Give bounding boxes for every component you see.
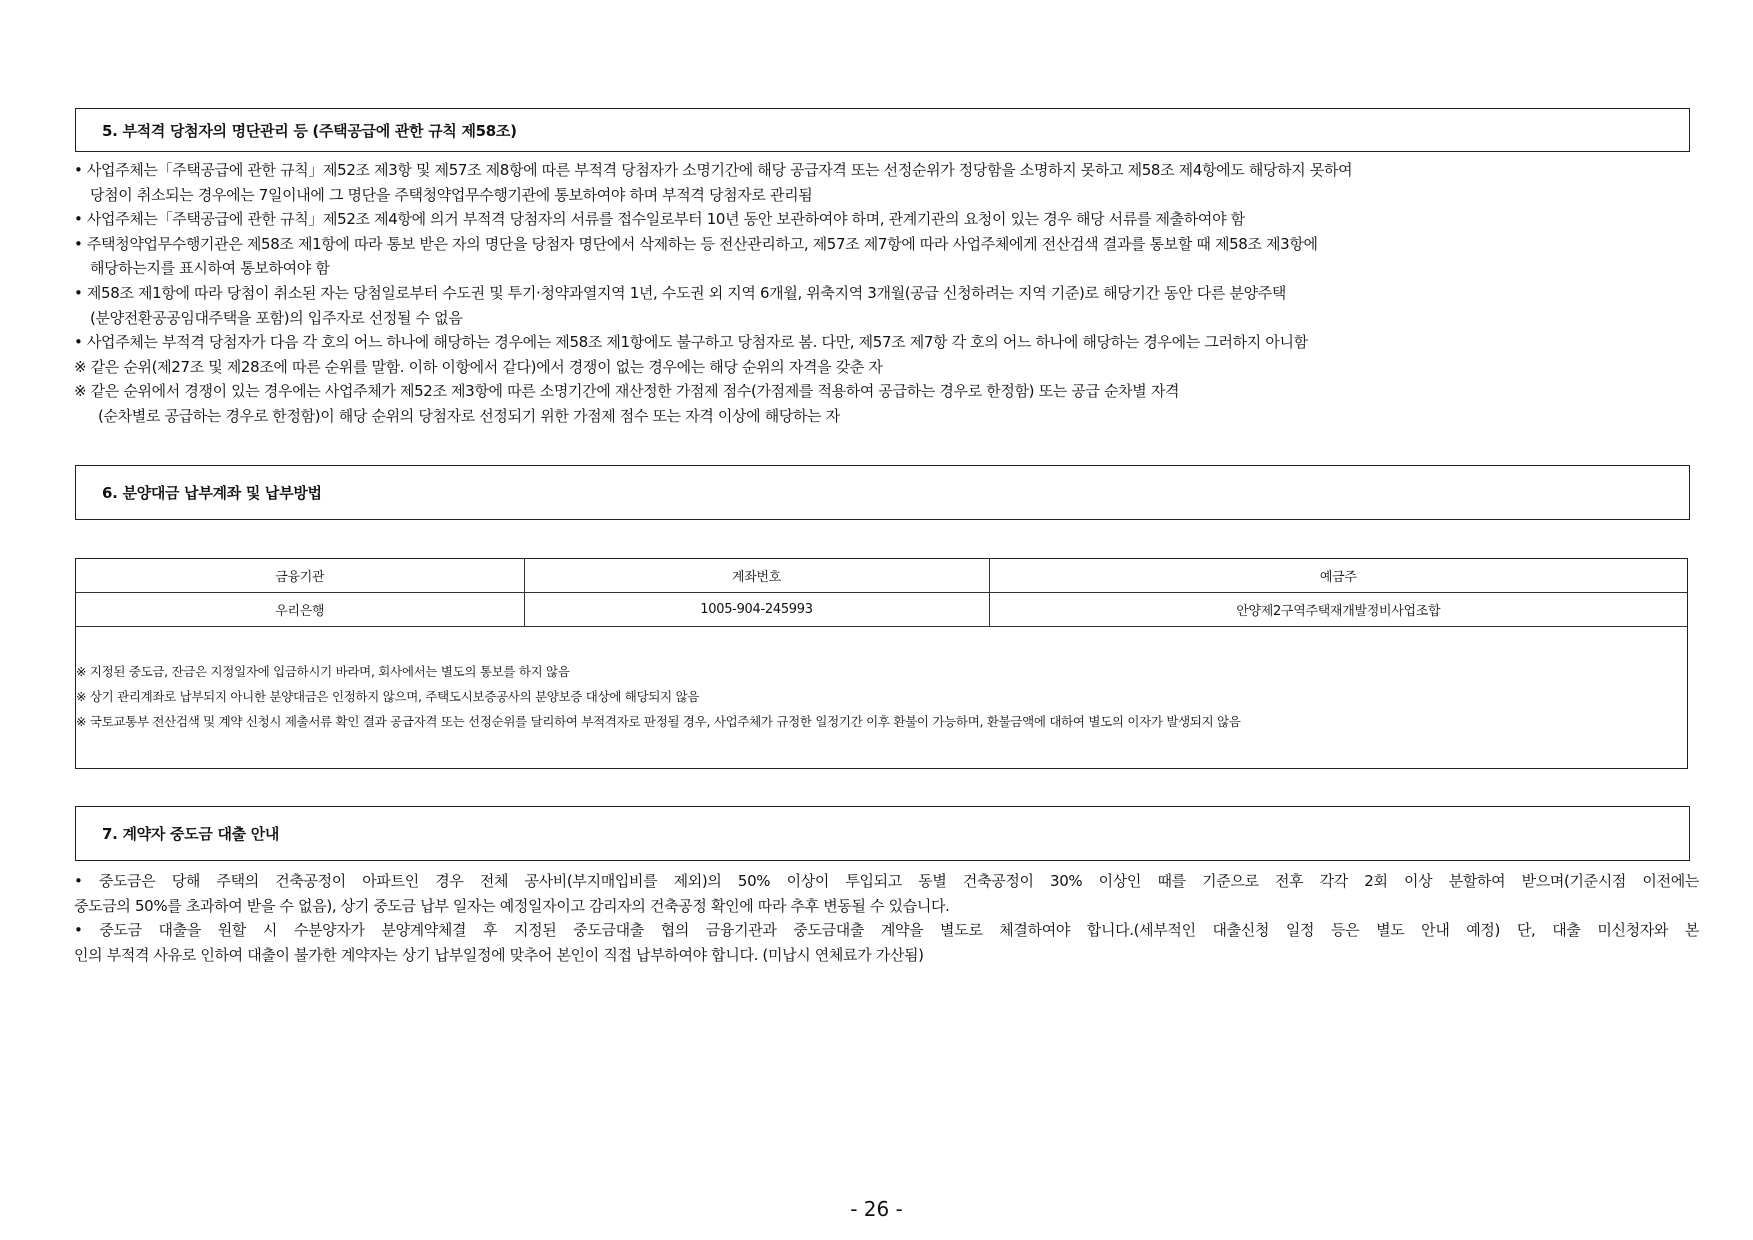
section-7-body — [74, 869, 1699, 967]
payment-account-table — [75, 558, 1688, 769]
paragraph-line: • 주택청약업무수행기관은 제58조 제1항에 따라 통보 받은 자의 명단을 당첨자 명단에서 삭제하는 등 전산관리하고, 제57조 제7항에 따라 사업주체에게 전산검색 결과를 통보할 때 제58조 제3항에 — [74, 234, 1318, 253]
cell-account-number: 1005-904-245993 — [524, 593, 989, 627]
table-row — [76, 593, 1687, 627]
note-line: ※ 같은 순위에서 경쟁이 있는 경우에는 사업주체가 제52조 제3항에 따른 소명기간에 재산정한 가점제 점수(가점제를 적용하여 공급하는 경우로 한정함) 또는 공급 순차별 자격 — [74, 382, 1180, 401]
note-line: ※ 지정된 중도금, 잔금은 지정일자에 입금하시기 바라며, 회사에서는 별도의 통보를 하지 않음 — [76, 664, 570, 679]
note-line: (순차별로 공급하는 경우로 한정함)이 해당 순위의 당첨자로 선정되기 위한 가점제 점수 또는 자격 이상에 해당하는 자 — [98, 406, 840, 425]
paragraph-line: • 중도금 대출을 원할 시 수분양자가 분양계약체결 후 지정된 중도금대출 협의 금융기관과 중도금대출 계약을 별도로 체결하여야 합니다.(세부적인 대출신청 일정 등은 별도 안내 예정) 단, 대출 미신청자와 본 — [74, 921, 1699, 940]
cell-account-holder: 안양제2구역주택재개발정비사업조합 — [989, 593, 1687, 627]
paragraph-line: • 사업주체는「주택공급에 관한 규칙」제52조 제3항 및 제57조 제8항에 따른 부적격 당첨자가 소명기간에 해당 공급자격 또는 선정순위가 정당함을 소명하지 못하고 제58조 제4항에도 해당하지 못하여 — [74, 161, 1353, 179]
note-line: ※ 상기 관리계좌로 납부되지 아니한 분양대금은 인정하지 않으며, 주택도시보증공사의 분양보증 대상에 해당되지 않음 — [76, 689, 700, 704]
paragraph-line: 당첨이 취소되는 경우에는 7일이내에 그 명단을 주택청약업무수행기관에 통보하여야 하며 부적격 당첨자로 관리됨 — [90, 185, 813, 204]
header-bank: 금융기관 — [76, 559, 524, 593]
paragraph-line: • 제58조 제1항에 따라 당첨이 취소된 자는 당첨일로부터 수도권 및 투기·청약과열지역 1년, 수도권 외 지역 6개월, 위축지역 3개월(공급 신청하려는 지역 기준)로 해당기간 동안 다른 분양주택 — [74, 283, 1287, 302]
paragraph-line: • 사업주체는「주택공급에 관한 규칙」제52조 제4항에 의거 부적격 당첨자의 서류를 접수일로부터 10년 동안 보관하여야 하며, 관계기관의 요청이 있는 경우 해당 서류를 제출하여야 함 — [74, 210, 1245, 229]
paragraph-line: 인의 부적격 사유로 인하여 대출이 불가한 계약자는 상기 납부일정에 맞추어 본인이 직접 납부하여야 합니다. (미납시 연체료가 가산됨) — [74, 945, 924, 964]
section-6-header — [75, 465, 1690, 520]
table-header-row — [76, 559, 1687, 593]
section-6-title: 6. 분양대금 납부계좌 및 납부방법 — [102, 484, 322, 502]
section-5-header — [75, 108, 1690, 152]
note-line: ※ 국토교통부 전산검색 및 계약 신청시 제출서류 확인 결과 공급자격 또는 선정순위를 달리하여 부적격자로 판정될 경우, 사업주체가 규정한 일정기간 이후 환불이 가능하며, 환불금액에 대하여 별도의 이자가 발생되지 않음 — [76, 714, 1241, 729]
page-number: - 26 - — [850, 1197, 903, 1221]
paragraph-line: 해당하는지를 표시하여 통보하여야 함 — [90, 259, 330, 278]
paragraph-line: (분양전환공공임대주택을 포함)의 입주자로 선정될 수 없음 — [90, 308, 463, 327]
table-notes — [76, 659, 1241, 734]
header-account-holder: 예금주 — [989, 559, 1687, 593]
paragraph-line: • 중도금은 당해 주택의 건축공정이 아파트인 경우 전체 공사비(부지매입비를 제외)의 50% 이상이 투입되고 동별 건축공정이 30% 이상인 때를 기준으로 전후 각각 2회 이상 분할하여 받으며(기준시점 이전에는 — [74, 872, 1699, 890]
note-line: ※ 같은 순위(제27조 및 제28조에 따른 순위를 말함. 이하 이항에서 같다)에서 경쟁이 없는 경우에는 해당 순위의 자격을 갖춘 자 — [74, 357, 883, 376]
section-7-title: 7. 계약자 중도금 대출 안내 — [102, 825, 280, 843]
paragraph-line: • 사업주체는 부적격 당첨자가 다음 각 호의 어느 하나에 해당하는 경우에는 제58조 제1항에도 불구하고 당첨자로 봄. 다만, 제57조 제7항 각 호의 어느 하나에 해당하는 경우에는 그러하지 아니함 — [74, 333, 1308, 352]
section-7-header — [75, 806, 1690, 861]
cell-bank: 우리은행 — [76, 593, 524, 627]
section-5-title: 5. 부적격 당첨자의 명단관리 등 (주택공급에 관한 규칙 제58조) — [102, 122, 517, 140]
paragraph-line: 중도금의 50%를 초과하여 받을 수 없음), 상기 중도금 납부 일자는 예정일자이고 감리자의 건축공정 확인에 따라 추후 변동될 수 있습니다. — [74, 896, 950, 915]
section-5-body — [74, 158, 1704, 429]
header-account-number: 계좌번호 — [524, 559, 989, 593]
